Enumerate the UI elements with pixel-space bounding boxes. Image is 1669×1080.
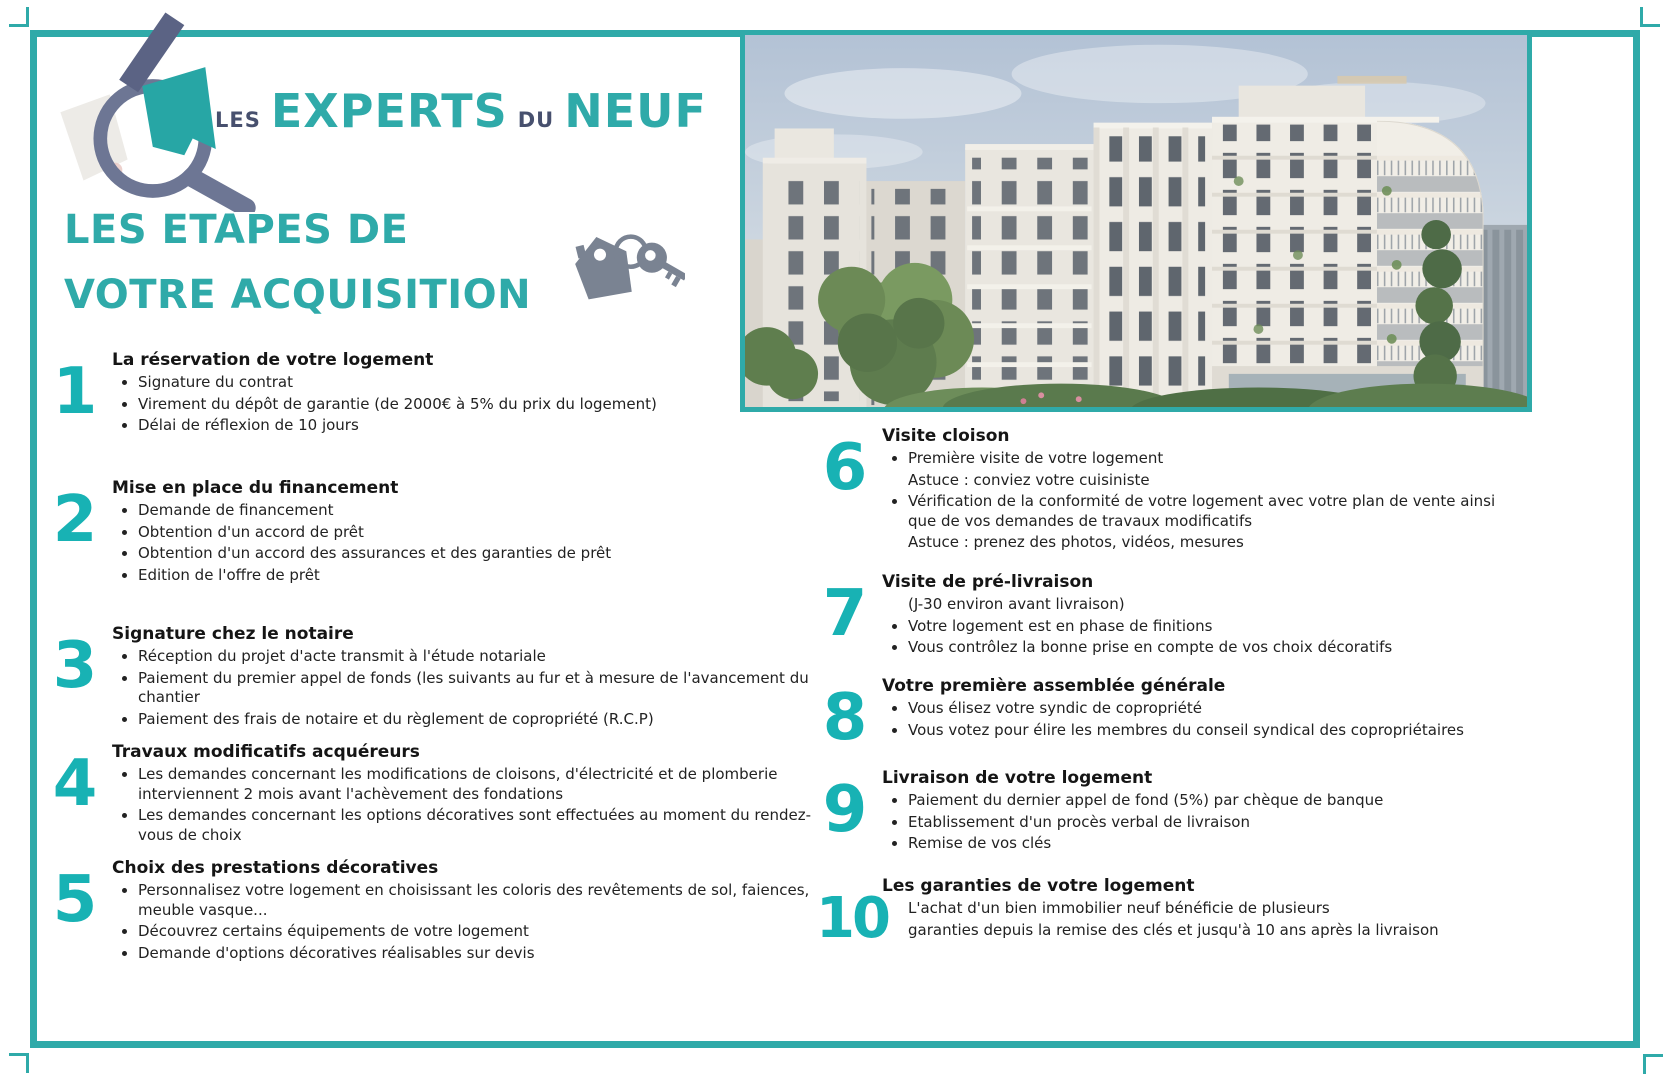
step-items bbox=[112, 647, 814, 729]
step-items bbox=[112, 373, 814, 436]
step-items bbox=[882, 791, 1528, 854]
step-items bbox=[882, 449, 1528, 553]
step-item: garanties depuis la remise des clés et jusqu'à 10 ans après la livraison bbox=[908, 920, 1439, 939]
step-item: (J-30 environ avant livraison) bbox=[908, 595, 1125, 613]
step-body bbox=[112, 624, 814, 731]
brand-wordmark bbox=[215, 84, 707, 138]
step-item: • Remise de vos clés bbox=[908, 834, 1528, 854]
step-number: 2 bbox=[52, 483, 98, 557]
step-item: • Délai de réflexion de 10 jours bbox=[138, 416, 814, 436]
step-title: Mise en place du financement bbox=[112, 478, 399, 498]
step-number: 6 bbox=[822, 431, 868, 505]
house-keys-icon bbox=[557, 220, 685, 318]
step-body bbox=[882, 676, 1528, 749]
step-number: 5 bbox=[52, 863, 98, 937]
step-number: 3 bbox=[52, 629, 98, 703]
step-items bbox=[882, 899, 1528, 940]
step-item: • Etablissement d'un procès verbal de livraison bbox=[908, 813, 1528, 833]
step-item: • Vous élisez votre syndic de copropriété bbox=[908, 699, 1528, 719]
step-body bbox=[112, 478, 814, 587]
step-10 bbox=[816, 876, 1528, 951]
step-item: • Edition de l'offre de prêt bbox=[138, 566, 814, 586]
step-item: • Paiement du dernier appel de fond (5%) par chèque de banque bbox=[908, 791, 1528, 811]
step-3 bbox=[46, 624, 814, 731]
step-item: • Personnalisez votre logement en choisissant les coloris des revêtements de sol, faiences, meuble vasque... bbox=[138, 881, 814, 920]
step-number: 1 bbox=[52, 355, 98, 429]
step-9 bbox=[816, 768, 1528, 856]
page-title-line2: VOTRE ACQUISITION bbox=[64, 271, 532, 318]
step-title: Choix des prestations décoratives bbox=[112, 858, 439, 878]
step-item: • Virement du dépôt de garantie (de 2000€ à 5% du prix du logement) bbox=[138, 395, 814, 415]
step-item: • Vérification de la conformité de votre logement avec votre plan de vente ainsi que de vos demandes de travaux modificatifs bbox=[908, 492, 1528, 531]
page-title bbox=[64, 198, 531, 328]
step-title: Visite cloison bbox=[882, 426, 1010, 446]
step-item: • Découvrez certains équipements de votre logement bbox=[138, 922, 814, 942]
step-2 bbox=[46, 478, 814, 587]
step-item: • Signature du contrat bbox=[138, 373, 814, 393]
step-title: Travaux modificatifs acquéreurs bbox=[112, 742, 420, 762]
step-body bbox=[882, 768, 1528, 856]
step-number: 7 bbox=[822, 577, 868, 651]
brand-word-les: LES bbox=[215, 108, 261, 132]
step-item: • Première visite de votre logement bbox=[908, 449, 1528, 469]
step-item: Astuce : prenez des photos, vidéos, mesures bbox=[908, 533, 1244, 551]
step-body bbox=[882, 572, 1528, 660]
step-item: • Obtention d'un accord des assurances et des garanties de prêt bbox=[138, 544, 814, 564]
step-title: Signature chez le notaire bbox=[112, 624, 354, 644]
step-items bbox=[112, 501, 814, 585]
page-title-line1: LES ETAPES DE bbox=[64, 207, 409, 253]
step-6 bbox=[816, 426, 1528, 555]
step-body bbox=[112, 858, 814, 965]
step-body bbox=[112, 742, 814, 847]
step-8 bbox=[816, 676, 1528, 755]
step-item: • Paiement du premier appel de fonds (les suivants au fur et à mesure de l'avancement du chantier bbox=[138, 669, 814, 708]
corner-mark-top-right bbox=[1640, 7, 1660, 27]
step-item: • Votre logement est en phase de finitions bbox=[908, 617, 1528, 637]
step-item: • Réception du projet d'acte transmit à l'étude notariale bbox=[138, 647, 814, 667]
step-1 bbox=[46, 350, 814, 438]
step-item: • Obtention d'un accord de prêt bbox=[138, 523, 814, 543]
step-item: • Demande de financement bbox=[138, 501, 814, 521]
step-title: Visite de pré-livraison bbox=[882, 572, 1094, 592]
new-apartment-building-photo bbox=[740, 30, 1532, 412]
step-items bbox=[882, 595, 1528, 658]
step-number: 9 bbox=[822, 773, 868, 847]
step-item: Astuce : conviez votre cuisiniste bbox=[908, 470, 1150, 489]
step-title: Livraison de votre logement bbox=[882, 768, 1153, 788]
step-number: 8 bbox=[822, 681, 868, 755]
step-item: • Les demandes concernant les modifications de cloisons, d'électricité et de plomberie interviennent 2 mois avant l'achèvement des fondations bbox=[138, 765, 814, 804]
step-number: 10 bbox=[816, 886, 888, 951]
step-body bbox=[112, 350, 814, 438]
step-4 bbox=[46, 742, 814, 847]
brand-word-du: DU bbox=[517, 108, 555, 132]
step-number: 4 bbox=[52, 747, 98, 821]
building-illustration bbox=[745, 35, 1527, 407]
step-body bbox=[882, 426, 1528, 555]
step-item: • Vous votez pour élire les membres du conseil syndical des copropriétaires bbox=[908, 721, 1528, 741]
corner-mark-bottom-left bbox=[9, 1053, 29, 1073]
step-item: L'achat d'un bien immobilier neuf bénéficie de plusieurs bbox=[908, 899, 1330, 917]
step-title: Votre première assemblée générale bbox=[882, 676, 1226, 696]
step-item: • Paiement des frais de notaire et du règlement de copropriété (R.C.P) bbox=[138, 710, 814, 730]
step-items bbox=[112, 881, 814, 963]
step-items bbox=[112, 765, 814, 845]
brand-word-neuf: NEUF bbox=[564, 84, 707, 138]
step-item: • Demande d'options décoratives réalisables sur devis bbox=[138, 944, 814, 964]
step-body bbox=[882, 876, 1528, 945]
brand-word-experts: EXPERTS bbox=[270, 84, 508, 138]
step-7 bbox=[816, 572, 1528, 660]
corner-mark-bottom-right bbox=[1643, 1054, 1663, 1074]
step-items bbox=[882, 699, 1528, 740]
step-title: Les garanties de votre logement bbox=[882, 876, 1195, 896]
step-item: • Vous contrôlez la bonne prise en compte de vos choix décoratifs bbox=[908, 638, 1528, 658]
step-item: • Les demandes concernant les options décoratives sont effectuées au moment du rendez-vous de choix bbox=[138, 806, 814, 845]
step-title: La réservation de votre logement bbox=[112, 350, 434, 370]
corner-mark-top-left bbox=[9, 7, 29, 27]
step-5 bbox=[46, 858, 814, 965]
